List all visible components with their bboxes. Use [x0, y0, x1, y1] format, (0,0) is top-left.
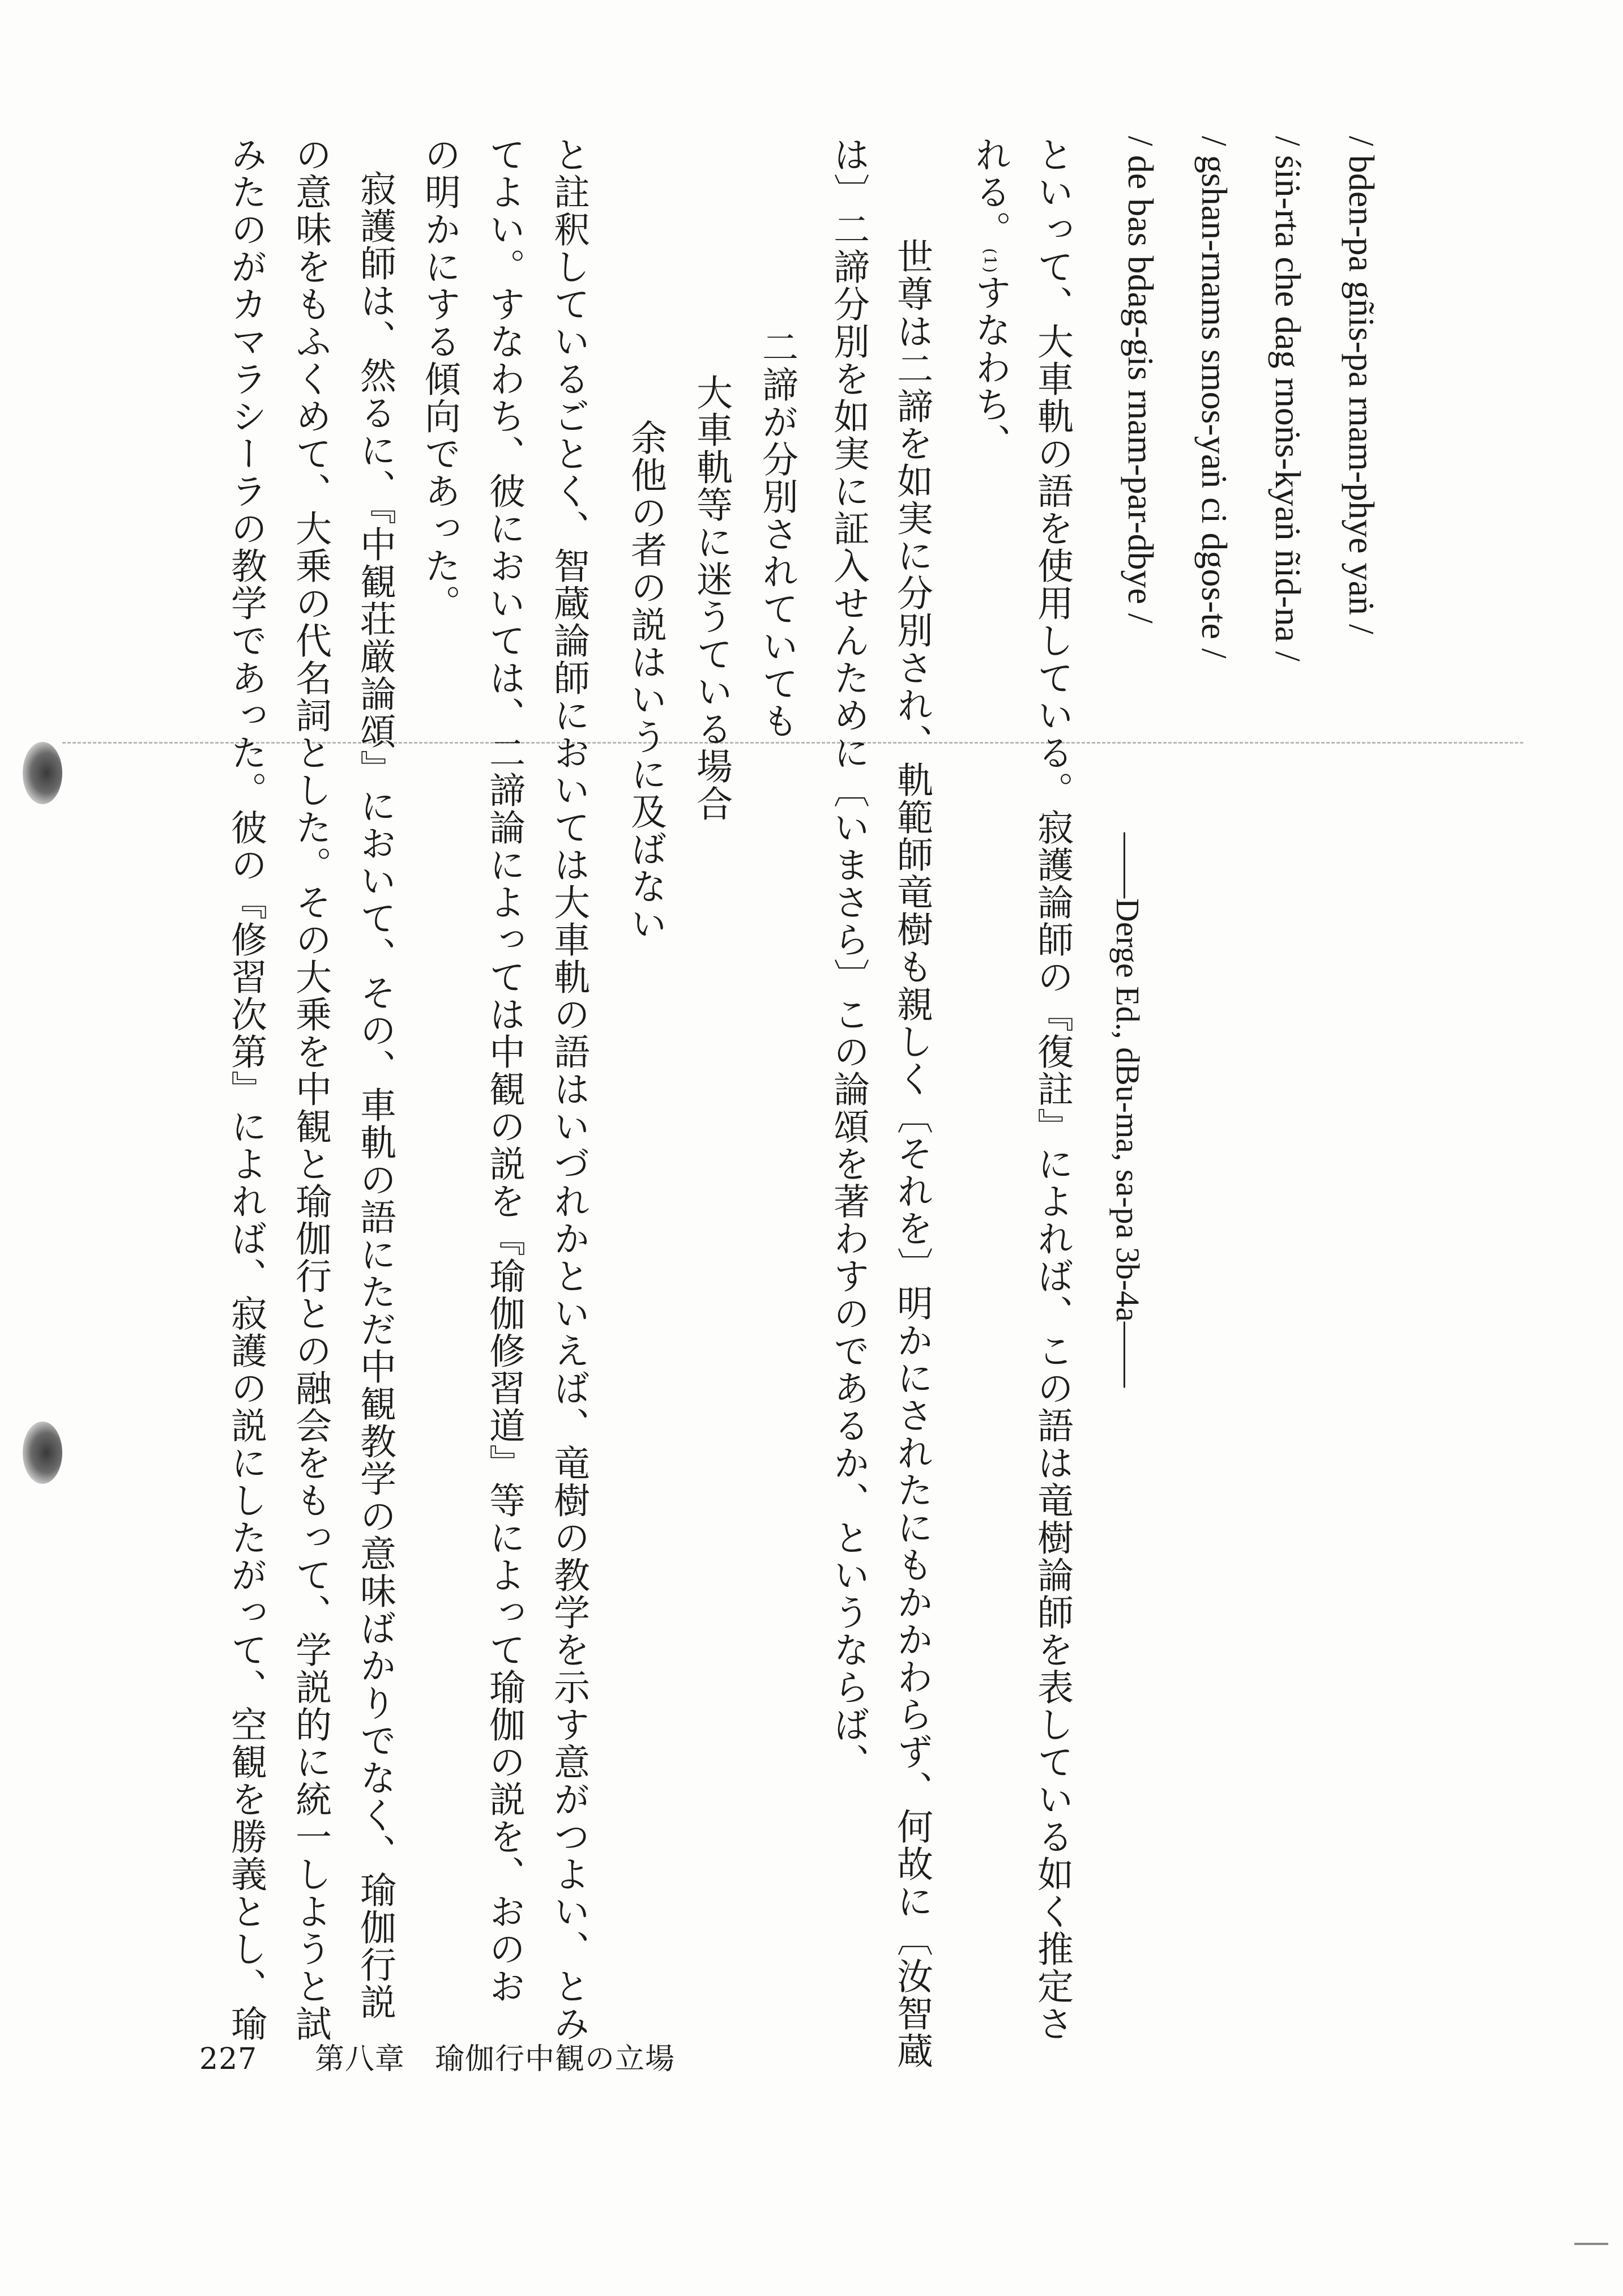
quote1-line-1: 世尊は二諦を如実に分別され、軌範師竜樹も親しく〔それを〕明かにされたにもかかわらず、何故に〔汝智蔵 — [891, 238, 933, 2069]
edge-mark — [1574, 2243, 1608, 2245]
verse-line-4: / de bas bdag-gis rnam-par-dbye / — [1121, 136, 1161, 624]
verse-line-2: / śiṅ-rta che dag rnoṅs-kyaṅ ñid-na / — [1268, 136, 1308, 662]
quote2-line-3: 余他の者の説はいうに及ばない — [625, 419, 667, 942]
body-line-1: といって、大車軌の語を使用している。寂護論師の『復註』によれば、この語は竜樹論師を表している如く推定さ — [1031, 136, 1073, 2042]
quote1-line-2: は〕二諦分別を如実に証入せんために〔いまさら〕この論頌を著わすのであるか、というならば、 — [827, 136, 869, 1781]
citation: ——Derge Ed., dBu-ma, sa-pa 3b-4a—— — [1109, 833, 1146, 1388]
body-line-6: 寂護師は、然るに、『中観荘厳論頌』において、その、車軌の語にただ中観教学の意味ばかりでなく、瑜伽行説 — [354, 170, 396, 2021]
verse-line-1: / bden-pa gñis-pa rnam-phye yaṅ / — [1342, 136, 1382, 634]
body-line-5: の明かにする傾向であった。 — [418, 136, 460, 622]
body-line-2-cont: すなわち、 — [969, 274, 1011, 461]
binding-hole-top — [23, 742, 62, 804]
body-line-3: と註釈しているごとく、智蔵論師においては大車軌の語はいづれかといえば、竜樹の教学を示す意がつよい、とみ — [548, 136, 590, 2042]
scan-fold-line — [62, 742, 1523, 744]
body-line-4: てよい。すなわち、彼においては、二諦論によっては中観の説を『瑜伽修習道』等によって瑜伽の説を、おのお — [483, 136, 525, 2005]
running-header-chapter: 第八章 瑜伽行中観の立場 — [315, 2042, 676, 2076]
body-line-2-text: れる。 — [969, 136, 1011, 248]
binding-hole-bottom — [23, 1422, 62, 1484]
body-line-2 — [969, 136, 1011, 461]
page-number: 227 — [199, 2042, 258, 2076]
quote2-line-1: 二諦が分別されていても — [756, 328, 798, 740]
quote2-line-2: 大車軌等に迷うている場合 — [690, 374, 732, 822]
body-line-7: の意味をもふくめて、大乗の代名詞とした。その大乗を中観と瑜伽行との融会をもって、学説的に統一しようと試 — [289, 136, 331, 2042]
body-line-8: みたのがカマラシーラの教学であった。彼の『修習次第』によれば、寂護の説にしたがって、空観を勝義とし、瑜 — [225, 136, 267, 2042]
footnote-mark: (1) — [981, 248, 1000, 274]
verse-line-3: / gshan-rnams smos-yaṅ ci dgos-te / — [1194, 136, 1235, 659]
